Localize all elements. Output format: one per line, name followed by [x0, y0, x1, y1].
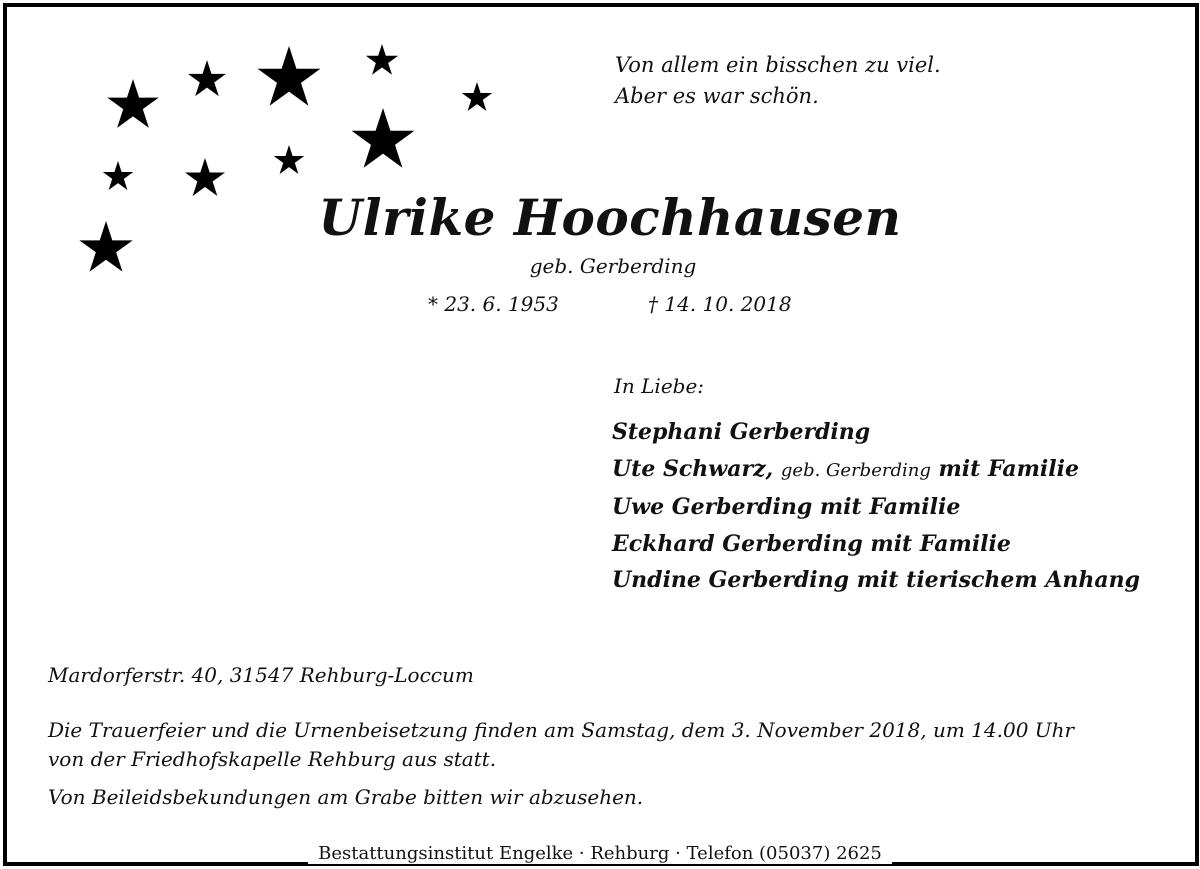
mourner-item: Stephani Gerberding: [612, 419, 871, 445]
mourner-item: [612, 451, 1140, 490]
death-date: † 14. 10. 2018: [648, 292, 792, 316]
mourners-list: [612, 414, 1140, 599]
mourner-name: Ute Schwarz,: [612, 455, 774, 482]
funeral-home-info: Bestattungsinstitut Engelke · Rehburg · Telefon (05037) 2625: [308, 843, 892, 864]
footer: [0, 843, 1200, 864]
mourner-birth-name: geb. Gerberding: [780, 459, 931, 481]
condolence-note: Von Beileidsbekundungen am Grabe bitten wir abzusehen.: [48, 785, 644, 809]
deceased-name: Ulrike Hoochhausen: [318, 188, 902, 247]
motto-line: Aber es war schön.: [615, 84, 819, 108]
motto-line: Von allem ein bisschen zu viel.: [615, 53, 941, 77]
ceremony-line: von der Friedhofskapelle Rehburg aus statt.: [48, 747, 497, 771]
mourner-item: Uwe Gerberding mit Familie: [612, 494, 961, 520]
birth-date: * 23. 6. 1953: [428, 292, 559, 316]
mourners-intro: In Liebe:: [614, 374, 705, 398]
ceremony-notice: [48, 716, 1168, 774]
birth-name: geb. Gerberding: [529, 254, 697, 278]
ceremony-line: Die Trauerfeier und die Urnenbeisetzung finden am Samstag, dem 3. November 2018, um 14.00 Uhr: [48, 718, 1075, 742]
motto: [615, 50, 941, 112]
mourner-item: Undine Gerberding mit tierischem Anhang: [612, 567, 1141, 593]
mourner-suffix: mit Familie: [938, 455, 1079, 482]
mourner-item: Eckhard Gerberding mit Familie: [612, 530, 1011, 557]
address: Mardorferstr. 40, 31547 Rehburg-Loccum: [48, 663, 474, 687]
